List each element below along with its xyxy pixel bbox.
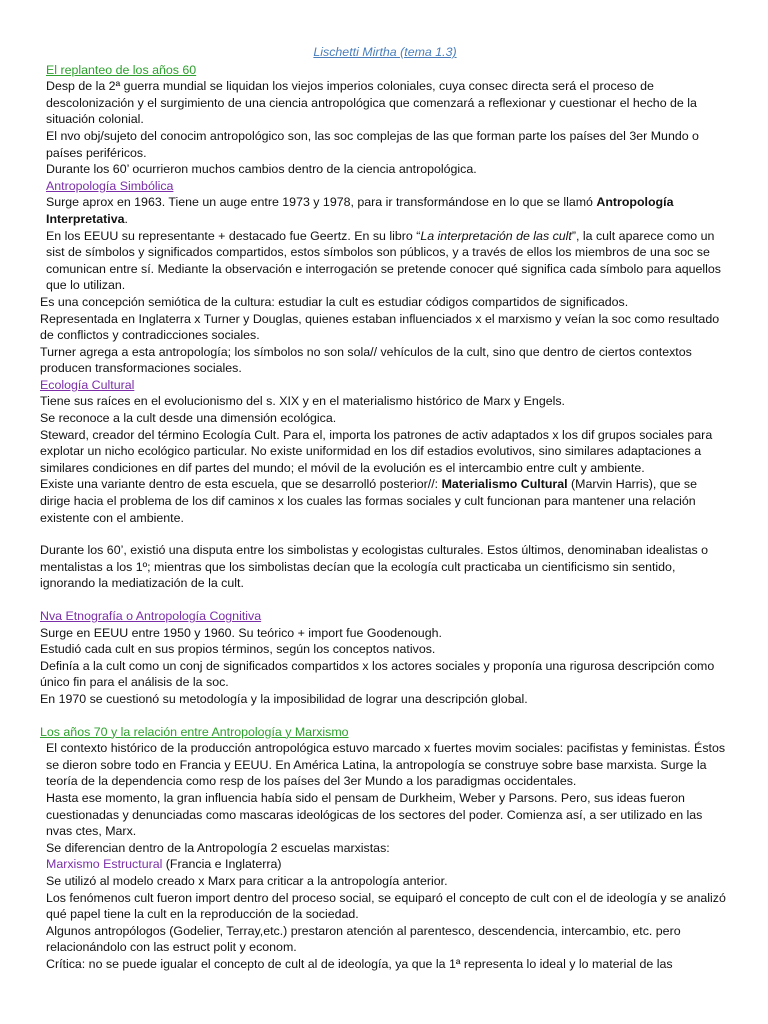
- paragraph: Algunos antropólogos (Godelier, Terray,etc.) prestaron atención al parentesco, descendencia, intercambio, etc. pero relacionándolo con las estruct polit y econom.: [46, 923, 681, 955]
- heading-nva-etnografia: Nva Etnografía o Antropología Cognitiva: [40, 609, 262, 623]
- bold-term: Materialismo Cultural: [441, 477, 568, 492]
- paragraph: Estudió cada cult en sus propios términos, según los conceptos nativos.: [40, 642, 436, 657]
- paragraph: Desp de la 2ª guerra mundial se liquidan los viejos imperios coloniales, cuya consec directa será el proceso de descolonización y el surgimiento de una ciencia antropológica que comenzará a reflexionar y cuestionar el hecho de la situación colonial.: [46, 79, 697, 127]
- paragraph: Representada en Inglaterra x Turner y Douglas, quienes estaban influenciados x el marxismo y veían la soc como resultado de conflictos y contradicciones sociales.: [40, 311, 720, 343]
- paragraph: Se reconoce a la cult desde una dimensión ecológica.: [40, 411, 337, 426]
- text-run: .: [124, 211, 128, 226]
- heading-ecologia-cultural: Ecología Cultural: [40, 377, 135, 392]
- text-run: (Marvin Harris), que se dirige hacia el problema de los dif caminos x los cuales las formas sociales y cult funcionan para mantener una relación existente con el ambiente.: [40, 477, 698, 525]
- document-title: Lischetti Mirtha (tema 1.3): [313, 45, 457, 59]
- paragraph: Definía a la cult como un conj de significados compartidos x los actores sociales y proponía una rigurosa descripción como único fin para el análisis de la soc.: [40, 658, 715, 690]
- text-run: En los EEUU su representante + destacado fue Geertz. En su libro “: [46, 228, 421, 243]
- book-title: La interpretación de las cult: [420, 228, 572, 243]
- paragraph: Los fenómenos cult fueron import dentro del proceso social, se equiparó el concepto de cult con el de ideología y se analizó qué papel tiene la cult en la reproducción de la sociedad.: [46, 890, 726, 922]
- heading-antropologia-simbolica: Antropología Simbólica: [46, 178, 174, 193]
- subheading-label: Marxismo Estructural: [46, 857, 163, 872]
- paragraph: [40, 194, 730, 227]
- subheading-note: (Francia e Inglaterra): [162, 857, 282, 872]
- spacer: [40, 592, 730, 608]
- paragraph: Tiene sus raíces en el evolucionismo del s. XIX y en el materialismo histórico de Marx y Engels.: [40, 394, 565, 409]
- heading-anos-70-marxismo: Los años 70 y la relación entre Antropología y Marxismo: [40, 724, 349, 739]
- bold-term: Antropología Interpretativa: [46, 195, 674, 226]
- paragraph: Durante los 60’, existió una disputa entre los simbolistas y ecologistas culturales. Estos últimos, denominaban idealistas o mentalistas a los 1º; mientras que los simbolistas decían que la ecología cult practicaba un cientificismo sin sentido, ignorando la mediatización de la cult.: [40, 543, 709, 591]
- heading-replanteo-60: El replanteo de los años 60: [46, 62, 197, 77]
- paragraph: El nvo obj/sujeto del conocim antropológico son, las soc complejas de las que forman parte los países del 3er Mundo o países periféricos.: [46, 128, 699, 160]
- paragraph: Es una concepción semiótica de la cultura: estudiar la cult es estudiar códigos compartidos de significados.: [40, 294, 629, 309]
- paragraph: Durante los 60’ ocurrieron muchos cambios dentro de la ciencia antropológica.: [46, 162, 477, 177]
- text-run: Existe una variante dentro de esta escuela, que se desarrolló posterior//:: [40, 477, 442, 492]
- paragraph: [40, 476, 730, 526]
- paragraph: [40, 228, 730, 294]
- text-run: Surge aprox en 1963. Tiene un auge entre 1973 y 1978, para ir transformándose en lo que se llamó: [46, 195, 597, 210]
- paragraph: Crítica: no se puede igualar el concepto de cult al de ideología, ya que la 1ª representa lo ideal y lo material de las: [46, 956, 673, 971]
- paragraph: Hasta ese momento, la gran influencia había sido el pensam de Durkheim, Weber y Parsons. Pero, sus ideas fueron cuestionadas y denunciadas como mascaras ideológicas de los sectores del poder. Comienza así, a ser utilizado en las nvas ctes, Marx.: [46, 790, 703, 839]
- paragraph: Steward, creador del término Ecología Cult. Para el, importa los patrones de activ adaptados x los dif grupos sociales para explotar un nicho ecológico particular. No existe uniformidad en los dif estadios evolutivos, sino similares adaptaciones a similares condiciones en dif partes del mundo; el móvil de la evolución es el intercambio entre cult y ambiente.: [40, 427, 713, 475]
- spacer: [40, 708, 730, 724]
- paragraph: En 1970 se cuestionó su metodología y la imposibilidad de lograr una descripción global.: [40, 691, 528, 706]
- paragraph: Turner agrega a esta antropología; los símbolos no son sola// vehículos de la cult, sino que dentro de ciertos contextos producen transformaciones sociales.: [40, 344, 692, 376]
- document-body: [40, 44, 730, 972]
- paragraph: El contexto histórico de la producción antropológica estuvo marcado x fuertes movim sociales: pacifistas y feministas. Éstos se dieron sobre todo en Francia y EEUU. En América Latina, la antropología se construye sobre base marxista. Surge la teoría de la dependencia como resp de los países del 3er Mundo a los paradigmas occidentales.: [46, 741, 726, 789]
- paragraph: Surge en EEUU entre 1950 y 1960. Su teórico + import fue Goodenough.: [40, 625, 442, 640]
- subheading-marxismo-estructural: [40, 856, 730, 873]
- text-run: ”, la cult aparece como un sist de símbolos y significados compartidos, estos símbolos son públicos, y a través de ellos los miembros de una soc se comunican entre sí. Mediante la observación e interrogación se pretende conocer qué significa cada símbolo para aquellos que lo utilizan.: [46, 228, 722, 293]
- paragraph: Se utilizó al modelo creado x Marx para criticar a la antropología anterior.: [46, 873, 448, 888]
- spacer: [40, 526, 730, 542]
- paragraph: Se diferencian dentro de la Antropología 2 escuelas marxistas:: [46, 840, 390, 855]
